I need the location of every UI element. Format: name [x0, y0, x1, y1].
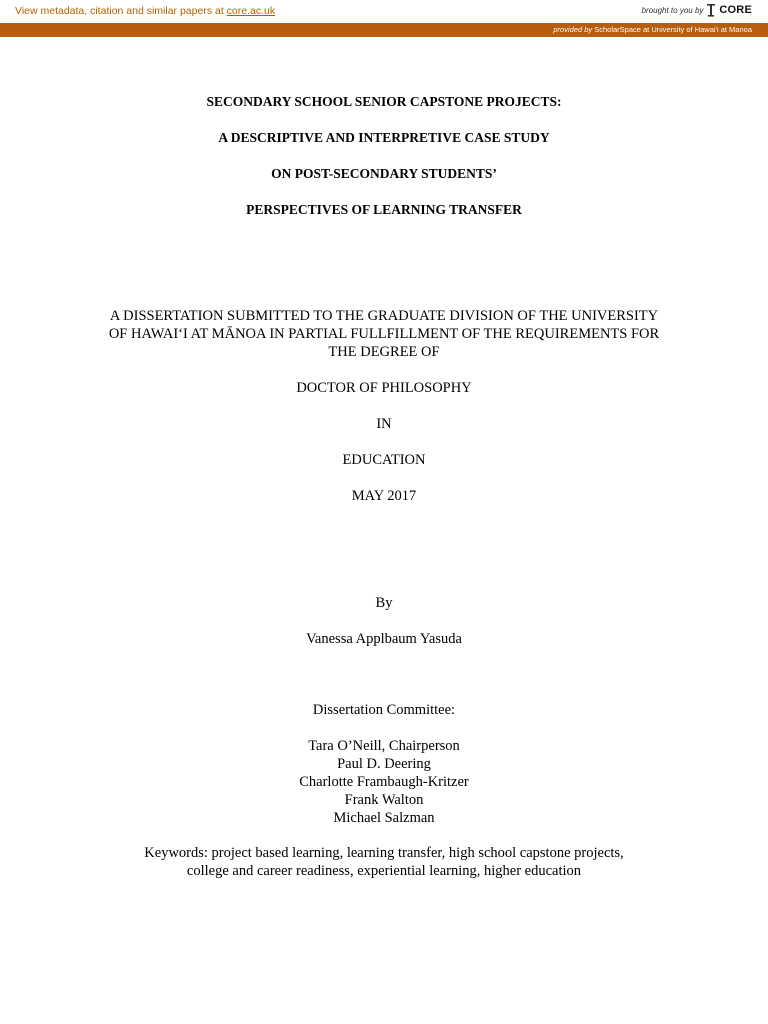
keywords-line-1: Keywords: project based learning, learning transfer, high school capstone projects, — [144, 845, 624, 861]
committee-member: Tara O’Neill, Chairperson — [308, 738, 460, 754]
core-link[interactable]: core.ac.uk — [226, 5, 276, 17]
author: Vanessa Applbaum Yasuda — [306, 631, 462, 647]
committee-member: Paul D. Deering — [337, 756, 431, 772]
submission-line-2: OF HAWAI‘I AT MĀNOA IN PARTIAL FULLFILLMENT OF THE REQUIREMENTS FOR — [108, 326, 660, 342]
submission-line-3: THE DEGREE OF — [328, 344, 440, 360]
core-metadata-link-text — [15, 5, 275, 17]
title-line-2: A DESCRIPTIVE AND INTERPRETIVE CASE STUDY — [218, 130, 550, 145]
committee-member: Charlotte Frambaugh-Kritzer — [299, 774, 469, 790]
core-banner — [0, 0, 768, 24]
core-brought-by[interactable] — [642, 3, 752, 17]
committee-member: Frank Walton — [344, 792, 424, 808]
committee-member: Michael Salzman — [333, 810, 435, 826]
title-line-1: SECONDARY SCHOOL SENIOR CAPSTONE PROJECTS: — [206, 94, 562, 109]
title-line-3: ON POST-SECONDARY STUDENTS’ — [271, 166, 497, 181]
brought-by-label: brought to you by — [641, 5, 704, 15]
provided-by-bar — [0, 23, 768, 37]
core-logo-icon — [706, 3, 716, 17]
provided-source[interactable]: ScholarSpace at University of Hawai'i at Manoa — [594, 25, 752, 34]
provided-prefix: provided by — [553, 25, 593, 34]
field: EDUCATION — [342, 452, 426, 468]
date: MAY 2017 — [351, 488, 417, 504]
committee-heading: Dissertation Committee: — [312, 702, 456, 718]
keywords-line-2: college and career readiness, experiential learning, higher education — [186, 863, 582, 879]
in-label: IN — [376, 416, 392, 432]
core-link-prefix: View metadata, citation and similar papers at — [15, 5, 224, 17]
submission-line-1: A DISSERTATION SUBMITTED TO THE GRADUATE DIVISION OF THE UNIVERSITY — [109, 308, 659, 324]
core-logo-text: CORE — [719, 4, 752, 16]
provided-by-text — [553, 25, 752, 34]
degree: DOCTOR OF PHILOSOPHY — [296, 380, 472, 396]
by-label: By — [375, 595, 393, 611]
title-line-4: PERSPECTIVES OF LEARNING TRANSFER — [246, 202, 522, 217]
